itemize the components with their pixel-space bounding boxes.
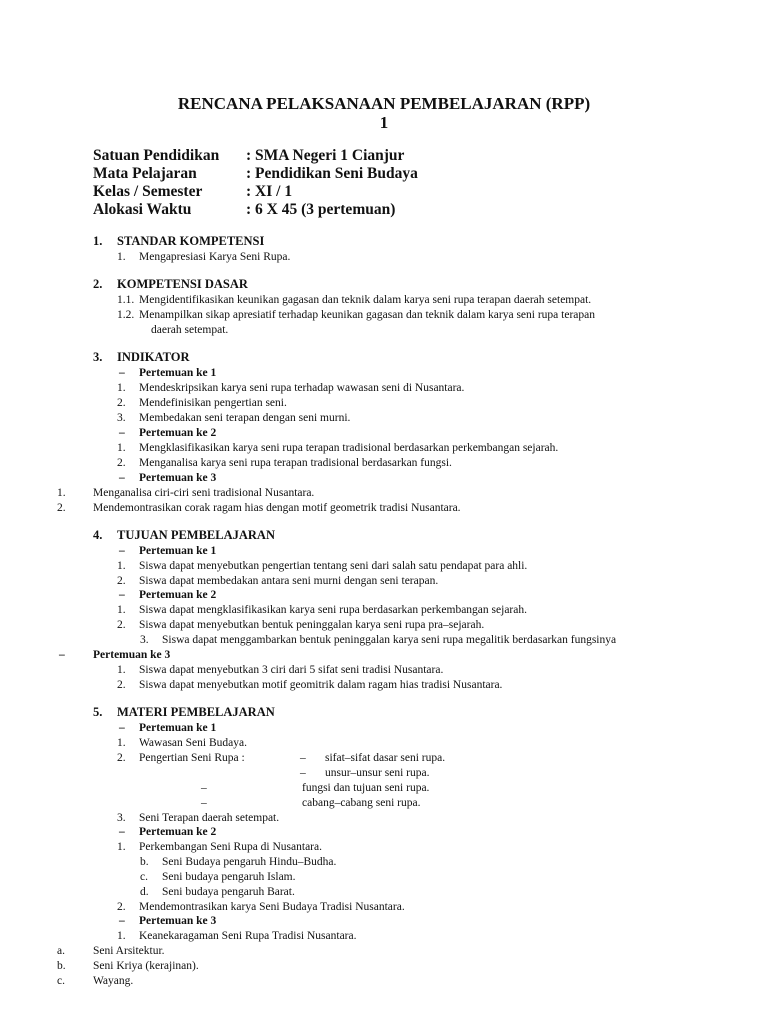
dash-bullet: – [300,752,306,764]
list-number: 1.2. [117,309,135,321]
meeting-heading: Pertemuan ke 2 [139,826,217,838]
list-number: 2. [117,575,126,587]
meeting-heading: Pertemuan ke 1 [139,722,217,734]
sub-item: cabang–cabang seni rupa. [302,797,421,809]
list-item-continued: daerah setempat. [151,324,229,336]
list-item: Mendemontrasikan corak ragam hias dengan motif geometrik tradisi Nusantara. [93,502,461,514]
list-item: Siswa dapat membedakan antara seni murni dengan seni terapan. [139,575,439,587]
section-number: 3. [93,350,103,364]
dash-bullet: – [119,722,125,734]
list-item: Mengidentifikasikan keunikan gagasan dan teknik dalam karya seni rupa terapan daerah setempat. [139,294,592,306]
list-number: 3. [117,412,126,424]
list-item: Siswa dapat menggambarkan bentuk peninggalan karya seni rupa megalitik berdasarkan fungsinya [162,634,617,646]
section-number: 1. [93,234,103,248]
list-item: Menganalisa ciri-ciri seni tradisional Nusantara. [93,487,315,499]
section-heading: KOMPETENSI DASAR [117,277,248,291]
meta-value: : Pendidikan Seni Budaya [246,165,418,182]
list-item: Seni Terapan daerah setempat. [139,812,280,824]
list-number: 1. [117,560,126,572]
dash-bullet: – [119,545,125,557]
list-number: 1. [117,930,126,942]
list-item: Siswa dapat mengklasifikasikan karya seni rupa berdasarkan perkembangan sejarah. [139,604,527,616]
list-item: Siswa dapat menyebutkan motif geomitrik dalam ragam hias tradisi Nusantara. [139,679,503,691]
dash-bullet: – [201,797,207,809]
meeting-heading: Pertemuan ke 1 [139,545,217,557]
section-heading: TUJUAN PEMBELAJARAN [117,528,275,542]
meta-label: Alokasi Waktu [93,201,192,218]
sub-item: Wayang. [93,975,134,987]
dash-bullet: – [59,649,65,661]
sub-item: unsur–unsur seni rupa. [325,767,430,779]
list-item: Membedakan seni terapan dengan seni murni. [139,412,351,424]
sub-item: Seni Arsitektur. [93,945,165,957]
meeting-heading: Pertemuan ke 2 [139,589,217,601]
list-number: 1. [117,382,126,394]
list-number: 2. [57,502,66,514]
meta-label: Mata Pelajaran [93,165,197,182]
list-item: Mendeskripsikan karya seni rupa terhadap wawasan seni di Nusantara. [139,382,465,394]
sub-item: sifat–sifat dasar seni rupa. [325,752,446,764]
meta-value: : XI / 1 [246,183,293,200]
sub-item: Seni budaya pengaruh Barat. [162,886,295,898]
list-number: 2. [117,901,126,913]
list-item: Wawasan Seni Budaya. [139,737,247,749]
page-title: RENCANA PELAKSANAAN PEMBELAJARAN (RPP) [177,94,591,113]
page-title-number: 1 [379,113,389,132]
list-item: Mengklasifikasikan karya seni rupa terapan tradisional berdasarkan perkembangan sejarah. [139,442,559,454]
list-letter: b. [140,856,149,868]
section-heading: STANDAR KOMPETENSI [117,234,265,248]
list-number: 2. [117,679,126,691]
list-number: 1.1. [117,294,135,306]
sub-item: Seni Budaya pengaruh Hindu–Budha. [162,856,337,868]
meeting-heading: Pertemuan ke 3 [139,915,217,927]
sub-item: Seni Kriya (kerajinan). [93,960,199,972]
list-letter: b. [57,960,66,972]
meta-value: : 6 X 45 (3 pertemuan) [246,201,396,218]
section-number: 5. [93,705,103,719]
meeting-heading: Pertemuan ke 3 [93,649,171,661]
section-number: 2. [93,277,103,291]
dash-bullet: – [201,782,207,794]
list-item: Mengapresiasi Karya Seni Rupa. [139,251,291,263]
list-number: 2. [117,397,126,409]
list-number: 2. [117,752,126,764]
list-number: 1. [57,487,66,499]
dash-bullet: – [119,589,125,601]
meta-label: Satuan Pendidikan [93,147,220,164]
list-item: Pengertian Seni Rupa : [139,752,245,764]
list-number: 3. [140,634,149,646]
section-heading: MATERI PEMBELAJARAN [117,705,275,719]
dash-bullet: – [119,427,125,439]
list-letter: a. [57,945,65,957]
sub-item: fungsi dan tujuan seni rupa. [302,782,430,794]
list-number: 2. [117,619,126,631]
list-letter: c. [140,871,148,883]
list-number: 1. [117,664,126,676]
meta-value: : SMA Negeri 1 Cianjur [246,147,405,164]
list-item: Siswa dapat menyebutkan bentuk peninggalan karya seni rupa pra–sejarah. [139,619,485,631]
list-number: 1. [117,251,126,263]
section-number: 4. [93,528,103,542]
list-item: Siswa dapat menyebutkan 3 ciri dari 5 sifat seni tradisi Nusantara. [139,664,444,676]
section-heading: INDIKATOR [117,350,190,364]
list-item: Menganalisa karya seni rupa terapan tradisional berdasarkan fungsi. [139,457,452,469]
list-item: Siswa dapat menyebutkan pengertian tentang seni dari salah satu pendapat para ahli. [139,560,528,572]
list-item: Perkembangan Seni Rupa di Nusantara. [139,841,322,853]
dash-bullet: – [119,472,125,484]
list-item: Keanekaragaman Seni Rupa Tradisi Nusantara. [139,930,357,942]
meta-label: Kelas / Semester [93,183,203,200]
list-number: 1. [117,604,126,616]
list-number: 1. [117,841,126,853]
dash-bullet: – [300,767,306,779]
list-number: 1. [117,442,126,454]
dash-bullet: – [119,915,125,927]
meeting-heading: Pertemuan ke 1 [139,367,217,379]
list-number: 3. [117,812,126,824]
list-letter: c. [57,975,65,987]
list-item: Menampilkan sikap apresiatif terhadap keunikan gagasan dan teknik dalam karya seni rupa terapan [139,309,595,321]
dash-bullet: – [119,826,125,838]
list-letter: d. [140,886,149,898]
list-item: Mendemontrasikan karya Seni Budaya Tradisi Nusantara. [139,901,405,913]
list-number: 1. [117,737,126,749]
meeting-heading: Pertemuan ke 2 [139,427,217,439]
list-item: Mendefinisikan pengertian seni. [139,397,287,409]
sub-item: Seni budaya pengaruh Islam. [162,871,296,883]
list-number: 2. [117,457,126,469]
dash-bullet: – [119,367,125,379]
meeting-heading: Pertemuan ke 3 [139,472,217,484]
